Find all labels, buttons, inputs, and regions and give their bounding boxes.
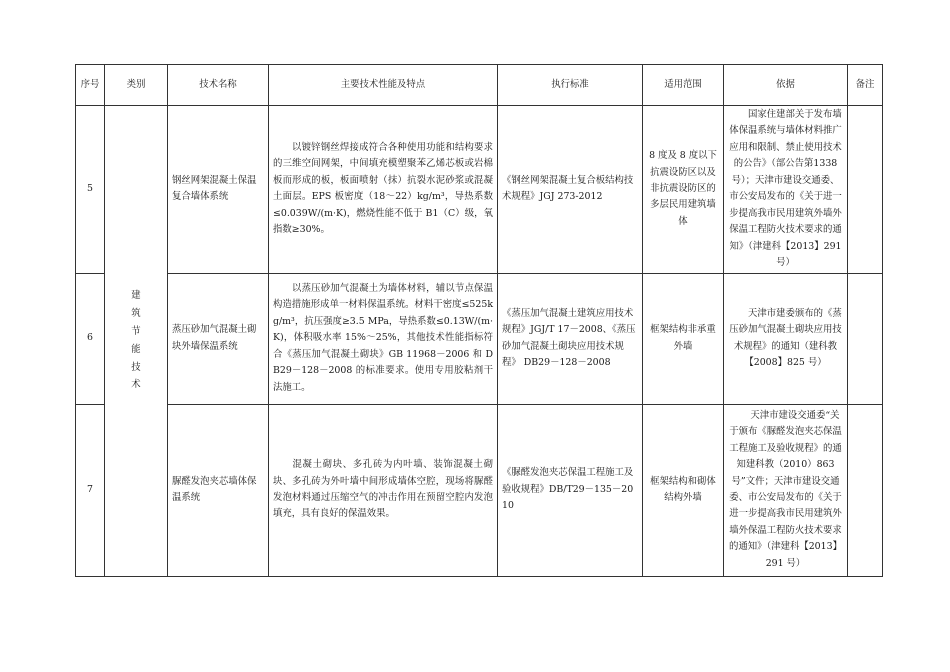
row-note	[848, 106, 883, 274]
table-row	[76, 106, 883, 274]
table-row	[76, 273, 883, 404]
table-row	[76, 404, 883, 576]
row-note	[848, 404, 883, 576]
category-char: 建	[131, 290, 141, 302]
category-label	[109, 287, 163, 394]
row-seq: 5	[76, 106, 105, 274]
category-char: 节	[131, 325, 141, 337]
category-char: 术	[131, 379, 141, 391]
header-features: 主要技术性能及特点	[269, 65, 498, 106]
category-char: 技	[131, 361, 141, 373]
row-seq: 6	[76, 273, 105, 404]
row-name: 蒸压砂加气混凝土砌块外墙保温系统	[168, 273, 269, 404]
row-features: 以蒸压砂加气混凝土为墙体材料，辅以节点保温构造措施形成单一材料保温系统。材料干密度≤525kg/m³，抗压强度≥3.5 MPa，导热系数≤0.13W/(m·K)，体积吸水率 15%～25%，其他技术性能指标符合《蒸压加气混凝土砌块》GB 11968－2006 和 DB29－128－2008 的标准要求。使用专用胶粘剂干法施工。	[269, 273, 498, 404]
category-cell	[105, 106, 168, 577]
row-scope: 框架结构和砌体结构外墙	[643, 404, 724, 576]
technology-table	[75, 64, 883, 577]
row-standard: 《蒸压加气混凝土建筑应用技术规程》JGJ/T 17－2008、《蒸压砂加气混凝土砌块应用技术规程》 DB29－128－2008	[498, 273, 643, 404]
row-name: 脲醛发泡夹芯墙体保温系统	[168, 404, 269, 576]
row-features: 以镀锌钢丝焊接成符合各种使用功能和结构要求的三维空间网架，中间填充模塑聚苯乙烯芯板或岩棉板而形成的板，板面喷射（抹）抗裂水泥砂浆或混凝土面层。EPS 板密度（18～22）kg/m³，导热系数≤0.039W/(m·K)，燃烧性能不低于 B1（C）级，氧指数≥30%。	[269, 106, 498, 274]
header-note: 备注	[848, 65, 883, 106]
row-standard: 《脲醛发泡夹芯保温工程施工及验收规程》DB/T29－135－2010	[498, 404, 643, 576]
row-features: 混凝土砌块、多孔砖为内叶墙、装饰混凝土砌块、多孔砖为外叶墙中间形成墙体空腔，现场将脲醛发泡材料通过压缩空气的冲击作用在预留空腔内发泡填充，具有良好的保温效果。	[269, 404, 498, 576]
row-note	[848, 273, 883, 404]
row-name: 钢丝网架混凝土保温复合墙体系统	[168, 106, 269, 274]
row-basis: 天津市建设交通委“关于颁布《脲醛发泡夹芯保温工程施工及验收规程》的通知建科教（2010）863 号”文件；天津市建设交通委、市公安局发布的《关于进一步提高我市民用建筑外墙外保温工程防火技术要求的通知》（津建科【2013】291 号）	[724, 404, 848, 576]
header-standard: 执行标准	[498, 65, 643, 106]
header-row	[76, 65, 883, 106]
category-char: 能	[131, 343, 141, 355]
header-basis: 依据	[724, 65, 848, 106]
row-seq: 7	[76, 404, 105, 576]
row-scope: 框架结构非承重外墙	[643, 273, 724, 404]
row-basis: 国家住建部关于发布墙体保温系统与墙体材料推广应用和限制、禁止使用技术的公告》（部公告第1338 号）；天津市建设交通委、市公安局发布的《关于进一步提高我市民用建筑外墙外保温工程防火技术要求的通知》（津建科【2013】291 号）	[724, 106, 848, 274]
row-standard: 《钢丝网架混凝土复合板结构技术规程》JGJ 273-2012	[498, 106, 643, 274]
header-name: 技术名称	[168, 65, 269, 106]
row-basis: 天津市建委颁布的《蒸压砂加气混凝土砌块应用技术规程》的通知（建科教【2008】825 号）	[724, 273, 848, 404]
row-scope: 8 度及 8 度以下抗震设防区以及非抗震设防区的多层民用建筑墙体	[643, 106, 724, 274]
category-char: 筑	[131, 308, 141, 320]
header-scope: 适用范围	[643, 65, 724, 106]
header-category: 类别	[105, 65, 168, 106]
header-seq: 序号	[76, 65, 105, 106]
